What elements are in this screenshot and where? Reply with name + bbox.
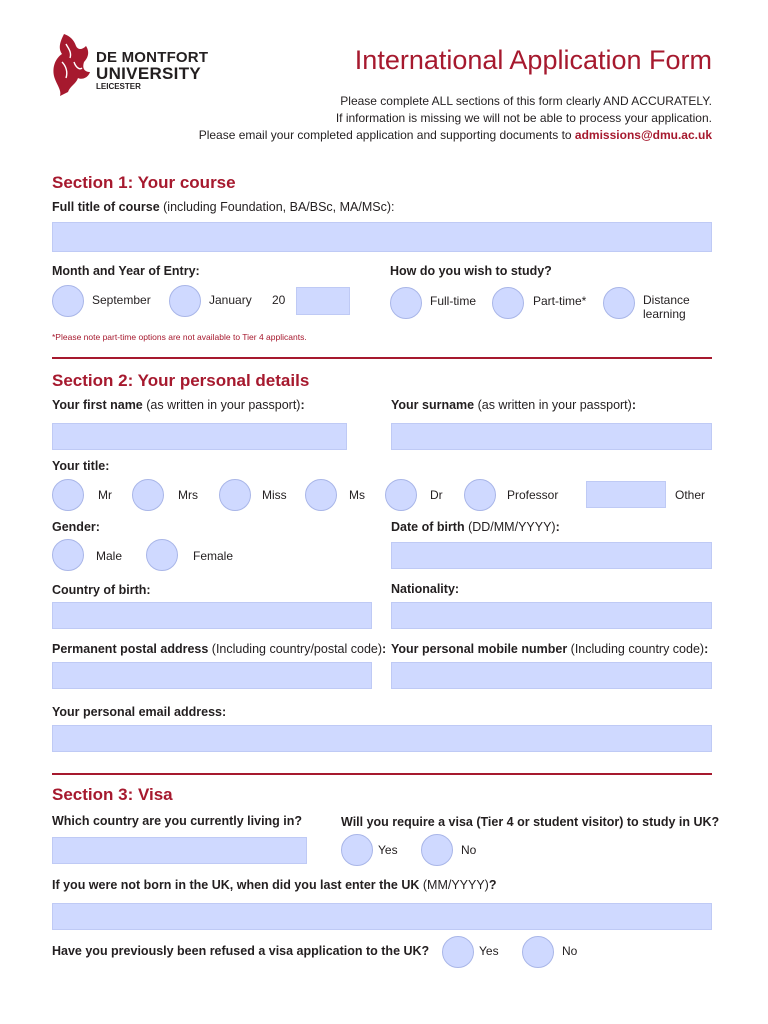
intro-line-1: Please complete ALL sections of this form clearly AND ACCURATELY.	[340, 94, 712, 108]
visa-refused-no-label: No	[562, 944, 578, 958]
current-country-label: Which country are you currently living in?	[52, 814, 303, 828]
surname-label-text: Your surname	[391, 398, 475, 412]
last-entry-label	[52, 878, 496, 892]
last-entry-label-text: If you were not born in the UK, when did you last enter the UK	[52, 878, 420, 892]
title-mrs-label: Mrs	[178, 488, 198, 502]
logo-line-1: DE MONTFORT	[96, 49, 209, 66]
visa-required-no-radio[interactable]	[421, 834, 453, 866]
email-address-field[interactable]	[52, 725, 712, 752]
visa-refused-yes-label: Yes	[479, 944, 499, 958]
title-other-label: Other	[675, 488, 706, 502]
mobile-number-colon: :	[704, 642, 709, 656]
gender-male-radio[interactable]	[52, 539, 84, 571]
september-radio[interactable]	[52, 285, 84, 317]
university-logo	[50, 32, 220, 96]
first-name-hint: (as written in your passport)	[142, 398, 301, 412]
mobile-number-hint: (Including country code)	[567, 642, 705, 656]
dob-label-text: Date of birth	[391, 520, 465, 534]
title-mrs-radio[interactable]	[132, 479, 164, 511]
title-dr-radio[interactable]	[385, 479, 417, 511]
gender-label: Gender:	[52, 520, 100, 534]
title-label: Your title:	[52, 459, 110, 473]
dob-label	[391, 520, 560, 534]
study-mode-label: How do you wish to study?	[390, 264, 552, 278]
visa-refused-no-radio[interactable]	[522, 936, 554, 968]
last-entry-hint: (MM/YYYY)	[419, 878, 489, 892]
country-of-birth-label: Country of birth:	[52, 583, 151, 597]
entry-year-field[interactable]	[296, 287, 350, 315]
first-name-label-text: Your first name	[52, 398, 143, 412]
section-3-heading: Section 3: Visa	[52, 785, 173, 804]
intro-line-3-text: Please email your completed application and supporting documents to	[198, 128, 575, 142]
intro-line-2: If information is missing we will not be able to process your application.	[335, 111, 712, 125]
year-prefix: 20	[272, 293, 286, 307]
country-of-birth-field[interactable]	[52, 602, 372, 629]
dob-field[interactable]	[391, 542, 712, 569]
dob-colon: :	[555, 520, 560, 534]
title-miss-label: Miss	[262, 488, 287, 502]
distance-label-line-1: Distance	[643, 293, 690, 307]
january-radio[interactable]	[169, 285, 201, 317]
email-address-label: Your personal email address:	[52, 705, 227, 719]
title-miss-radio[interactable]	[219, 479, 251, 511]
visa-required-yes-label: Yes	[378, 843, 398, 857]
title-mr-label: Mr	[98, 488, 112, 502]
title-other-field[interactable]	[586, 481, 666, 508]
distance-label-line-2: learning	[643, 307, 686, 321]
first-name-field[interactable]	[52, 423, 347, 450]
visa-required-no-label: No	[461, 843, 477, 857]
section-2-heading: Section 2: Your personal details	[52, 371, 310, 390]
gender-female-radio[interactable]	[146, 539, 178, 571]
full-time-radio[interactable]	[390, 287, 422, 319]
title-professor-radio[interactable]	[464, 479, 496, 511]
course-title-field[interactable]	[52, 222, 712, 252]
course-title-hint: (including Foundation, BA/BSc, MA/MSc):	[159, 200, 395, 214]
visa-refused-label: Have you previously been refused a visa application to the UK?	[52, 944, 430, 958]
title-ms-label: Ms	[349, 488, 365, 502]
visa-required-label: Will you require a visa (Tier 4 or student visitor) to study in UK?	[341, 815, 720, 829]
surname-label	[391, 398, 636, 412]
current-country-field[interactable]	[52, 837, 307, 864]
logo-line-3: LEICESTER	[96, 82, 141, 91]
title-dr-label: Dr	[430, 488, 443, 502]
postal-address-colon: :	[382, 642, 387, 656]
january-label: January	[209, 293, 252, 307]
section-divider	[52, 773, 712, 775]
lion-crest-icon	[50, 32, 94, 96]
postal-address-label	[52, 642, 386, 656]
title-mr-radio[interactable]	[52, 479, 84, 511]
gender-male-label: Male	[96, 549, 123, 563]
admissions-email-link[interactable]: admissions@dmu.ac.uk	[574, 128, 712, 142]
surname-field[interactable]	[391, 423, 712, 450]
last-entry-field[interactable]	[52, 903, 712, 930]
visa-required-yes-radio[interactable]	[341, 834, 373, 866]
course-title-label-text: Full title of course	[52, 200, 160, 214]
gender-female-label: Female	[193, 549, 234, 563]
mobile-number-field[interactable]	[391, 662, 712, 689]
page-title: International Application Form	[354, 45, 712, 75]
section-1-heading: Section 1: Your course	[52, 173, 236, 192]
postal-address-label-text: Permanent postal address	[52, 642, 209, 656]
nationality-label: Nationality:	[391, 582, 460, 596]
first-name-label	[52, 398, 305, 412]
mobile-number-label	[391, 642, 708, 656]
postal-address-hint: (Including country/postal code)	[208, 642, 383, 656]
visa-refused-yes-radio[interactable]	[442, 936, 474, 968]
last-entry-q: ?	[488, 878, 497, 892]
surname-colon: :	[631, 398, 636, 412]
first-name-colon: :	[300, 398, 305, 412]
surname-hint: (as written in your passport)	[474, 398, 632, 412]
title-professor-label: Professor	[507, 488, 559, 502]
part-time-note: *Please note part-time options are not available to Tier 4 applicants.	[52, 332, 307, 342]
course-title-label	[52, 200, 394, 214]
full-time-label: Full-time	[430, 294, 477, 308]
entry-date-label: Month and Year of Entry:	[52, 264, 200, 278]
part-time-radio[interactable]	[492, 287, 524, 319]
september-label: September	[92, 293, 151, 307]
mobile-number-label-text: Your personal mobile number	[391, 642, 568, 656]
section-divider	[52, 357, 712, 359]
postal-address-field[interactable]	[52, 662, 372, 689]
logo-line-2: UNIVERSITY	[96, 64, 202, 83]
part-time-label: Part-time*	[533, 294, 587, 308]
intro-line-3	[199, 128, 712, 142]
dob-hint: (DD/MM/YYYY)	[464, 520, 556, 534]
nationality-field[interactable]	[391, 602, 712, 629]
title-ms-radio[interactable]	[305, 479, 337, 511]
distance-learning-radio[interactable]	[603, 287, 635, 319]
